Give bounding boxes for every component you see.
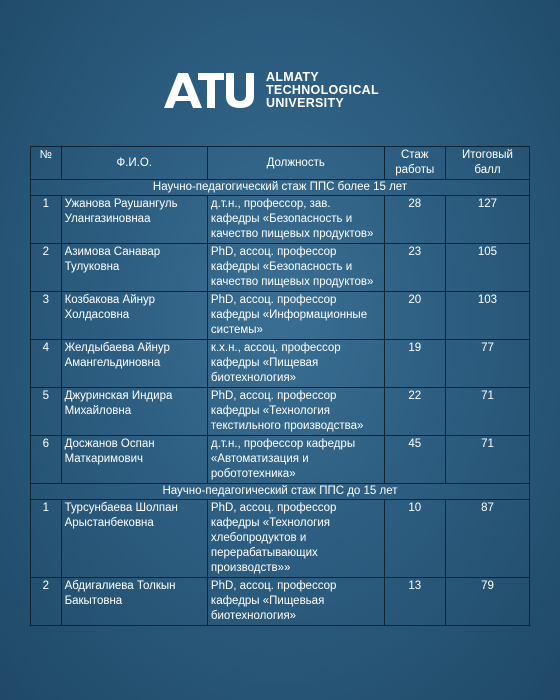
table-row [31, 196, 530, 244]
cell-experience: 13 [384, 578, 445, 626]
university-logo [162, 70, 402, 110]
table-row [31, 436, 530, 484]
cell-name: Джуринская Индира Михайловна [61, 388, 207, 436]
cell-position: д.т.н., профессор кафедры «Автоматизация и робототехника» [207, 436, 384, 484]
cell-no: 6 [31, 436, 62, 484]
logo-wordmark [266, 71, 379, 110]
cell-experience: 23 [384, 244, 445, 292]
logo-line-3: UNIVERSITY [266, 95, 345, 110]
cell-name: Турсунбаева Шолпан Арыстанбековна [61, 500, 207, 578]
table-row [31, 578, 530, 626]
section-title: Научно-педагогический стаж ППС более 15 лет [31, 180, 530, 196]
cell-name: Ужанова Раушангуль Улангазиновнаа [61, 196, 207, 244]
header-name: Ф.И.О. [61, 147, 207, 180]
cell-position: PhD, ассоц. профессор кафедры «Пищевьая биотехнология» [207, 578, 384, 626]
cell-score: 105 [445, 244, 529, 292]
header-no: № [31, 147, 62, 180]
cell-score: 87 [445, 500, 529, 578]
cell-score: 77 [445, 340, 529, 388]
table-body [31, 180, 530, 626]
header-score: Итоговый балл [445, 147, 529, 180]
cell-experience: 20 [384, 292, 445, 340]
table-row [31, 500, 530, 578]
table-row [31, 388, 530, 436]
cell-position: к.х.н., ассоц. профессор кафедры «Пищевая биотехнология» [207, 340, 384, 388]
section-title: Научно-педагогический стаж ППС до 15 лет [31, 484, 530, 500]
section-header-row [31, 484, 530, 500]
staff-rating-table [30, 146, 530, 626]
cell-position: PhD, ассоц. профессор кафедры «Информационные системы» [207, 292, 384, 340]
cell-score: 71 [445, 436, 529, 484]
table-row [31, 244, 530, 292]
cell-experience: 19 [384, 340, 445, 388]
cell-score: 127 [445, 196, 529, 244]
cell-score: 103 [445, 292, 529, 340]
atu-logo-mark [162, 70, 258, 110]
cell-no: 4 [31, 340, 62, 388]
table-row [31, 340, 530, 388]
cell-position: д.т.н., профессор, зав. кафедры «Безопасность и качество пищевых продуктов» [207, 196, 384, 244]
cell-score: 71 [445, 388, 529, 436]
cell-no: 2 [31, 578, 62, 626]
section-header-row [31, 180, 530, 196]
cell-no: 3 [31, 292, 62, 340]
cell-no: 1 [31, 500, 62, 578]
cell-experience: 22 [384, 388, 445, 436]
cell-name: Абдигалиева Толкын Бакытовна [61, 578, 207, 626]
logo-line-2: TECHNOLOGICAL [266, 82, 379, 97]
cell-position: PhD, ассоц. профессор кафедры «Безопасность и качество пищевых продуктов» [207, 244, 384, 292]
header-experience: Стаж работы [384, 147, 445, 180]
header-position: Должность [207, 147, 384, 180]
cell-score: 79 [445, 578, 529, 626]
cell-no: 1 [31, 196, 62, 244]
cell-name: Желдыбаева Айнур Амангельдиновна [61, 340, 207, 388]
cell-position: PhD, ассоц. профессор кафедры «Технология хлебопродуктов и перерабатывающих производств»» [207, 500, 384, 578]
cell-experience: 45 [384, 436, 445, 484]
cell-name: Козбакова Айнур Холдасовна [61, 292, 207, 340]
cell-experience: 28 [384, 196, 445, 244]
cell-experience: 10 [384, 500, 445, 578]
cell-position: PhD, ассоц. профессор кафедры «Технология текстильного производства» [207, 388, 384, 436]
cell-name: Азимова Санавар Тулуковна [61, 244, 207, 292]
cell-no: 2 [31, 244, 62, 292]
table-header-row [31, 147, 530, 180]
cell-name: Досжанов Оспан Маткаримович [61, 436, 207, 484]
logo-line-1: ALMATY [266, 69, 319, 84]
cell-no: 5 [31, 388, 62, 436]
table-row [31, 292, 530, 340]
